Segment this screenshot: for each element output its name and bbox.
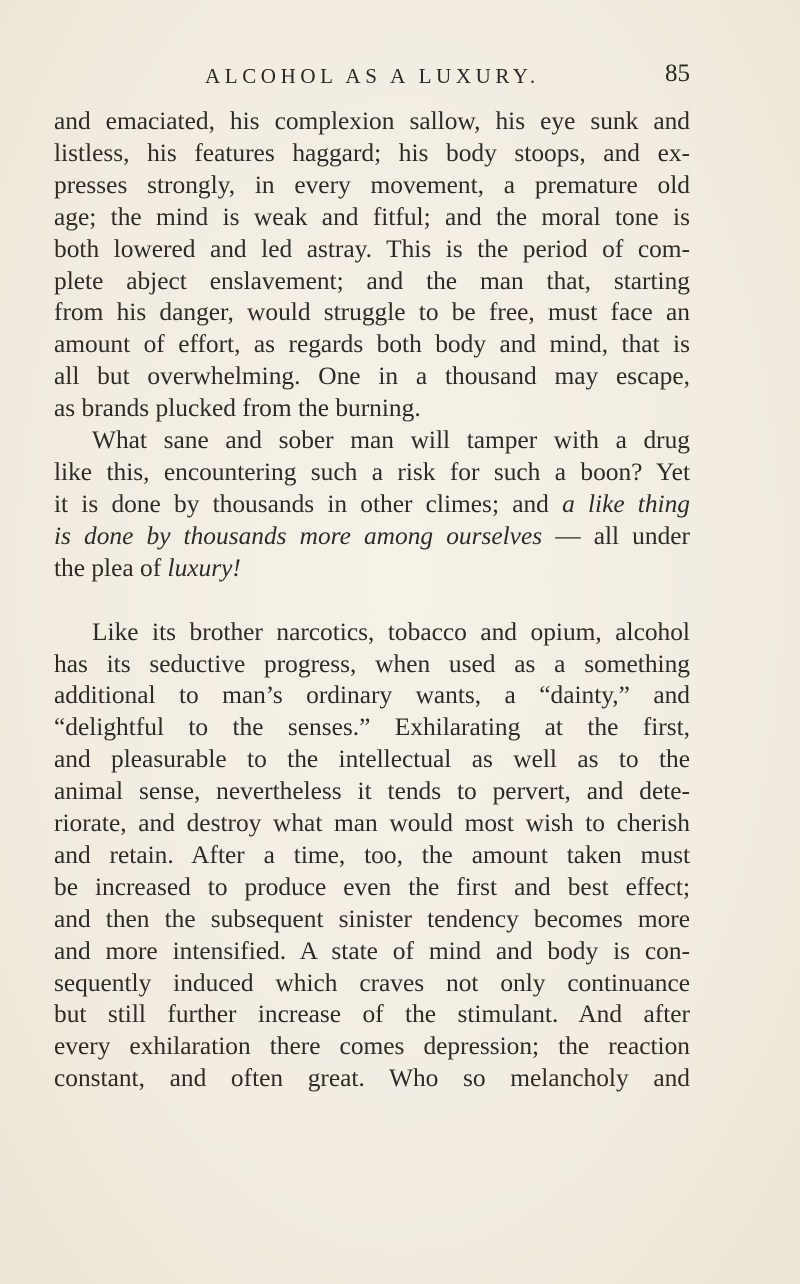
- text-line: [54, 489, 690, 521]
- italic-segment: is done by thousands more among ourselves: [54, 521, 543, 550]
- text-line: listless, his features haggard; his body stoops, and ex-: [54, 138, 690, 167]
- text-line: What sane and sober man will tamper with a drug: [92, 426, 690, 455]
- text-segment: the plea of: [54, 553, 168, 582]
- text-line: riorate, and destroy what man would most wish to cherish: [54, 809, 690, 838]
- paragraph-2: [54, 425, 690, 585]
- italic-segment: a like thing: [562, 489, 690, 518]
- text-line: every exhilaration there comes depression; the reaction: [54, 1032, 690, 1061]
- text-line: “delightful to the senses.” Exhilarating at the first,: [54, 713, 690, 742]
- text-line: all but overwhelming. One in a thousand may escape,: [54, 362, 690, 391]
- text-line: constant, and often great. Who so melancholy and: [54, 1064, 690, 1093]
- text-line: [54, 521, 690, 553]
- body-text: [54, 106, 690, 1095]
- text-line: like this, encountering such a risk for such a boon? Yet: [54, 457, 690, 486]
- section-gap: [54, 585, 690, 617]
- text-line: be increased to produce even the first and best effect;: [54, 872, 690, 901]
- paragraph-3: [54, 617, 690, 1096]
- text-line: as brands plucked from the burning.: [54, 394, 421, 423]
- text-line: sequently induced which craves not only continuance: [54, 968, 690, 997]
- text-line: and pleasurable to the intellectual as well as to the: [54, 745, 690, 774]
- page-number: 85: [665, 60, 690, 87]
- text-line: amount of effort, as regards both body and mind, that is: [54, 330, 690, 359]
- text-line: plete abject enslavement; and the man that, starting: [54, 266, 690, 295]
- running-head: [205, 60, 690, 100]
- text-line: both lowered and led astray. This is the period of com-: [54, 234, 690, 263]
- text-line: presses strongly, in every movement, a premature old: [54, 170, 690, 199]
- text-segment: it is done by thousands in other climes; and: [54, 489, 563, 518]
- text-line: and emaciated, his complexion sallow, his eye sunk and: [54, 107, 690, 135]
- text-line: from his danger, would struggle to be free, must face an: [54, 298, 690, 327]
- text-line: [54, 553, 690, 585]
- text-line: and more intensified. A state of mind and body is con-: [54, 936, 690, 965]
- italic-segment: luxury!: [167, 553, 241, 582]
- text-line: and then the subsequent sinister tendency becomes more: [54, 904, 690, 933]
- text-line: Like its brother narcotics, tobacco and opium, alcohol: [92, 617, 690, 646]
- text-line: animal sense, nevertheless it tends to pervert, and dete-: [54, 777, 690, 806]
- text-line: additional to man’s ordinary wants, a “dainty,” and: [54, 681, 690, 710]
- text-line: but still further increase of the stimulant. And after: [54, 1000, 690, 1029]
- text-line: and retain. After a time, too, the amount taken must: [54, 840, 690, 869]
- running-title: ALCOHOL AS A LUXURY.: [205, 64, 540, 88]
- paragraph-1: [54, 106, 690, 425]
- text-line: age; the mind is weak and fitful; and the moral tone is: [54, 202, 690, 231]
- text-line: has its seductive progress, when used as a something: [54, 649, 690, 678]
- text-segment: — all under: [542, 521, 690, 550]
